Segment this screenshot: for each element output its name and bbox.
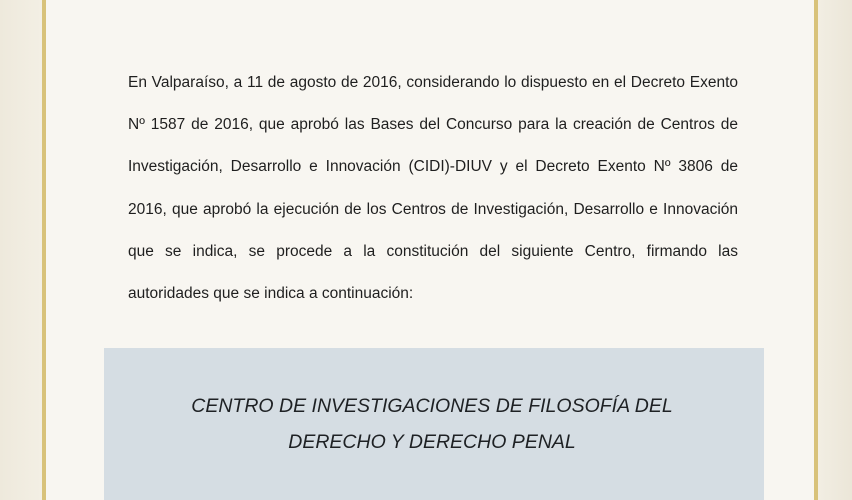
body-paragraph: En Valparaíso, a 11 de agosto de 2016, considerando lo dispuesto en el Decreto Exento Nº 1587 de 2016, que aprobó las Bases del Concurso para la creación de Centros de Investigación, Desarrollo e Innovación (CIDI)-DIUV y el Decreto Exento Nº 3806 de 2016, que aprobó la ejecución de los Centros de Investigación, Desarrollo e Innovación que se indica, se procede a la constitución del siguiente Centro, firmando las autoridades que se indica a continuación:	[128, 74, 738, 303]
outer-margin-right	[818, 0, 852, 500]
center-name-box	[104, 348, 764, 500]
document-page	[46, 0, 814, 500]
center-name-title: CENTRO DE INVESTIGACIONES DE FILOSOFÍA DEL DERECHO Y DERECHO PENAL	[191, 395, 673, 453]
outer-margin-left	[0, 0, 42, 500]
